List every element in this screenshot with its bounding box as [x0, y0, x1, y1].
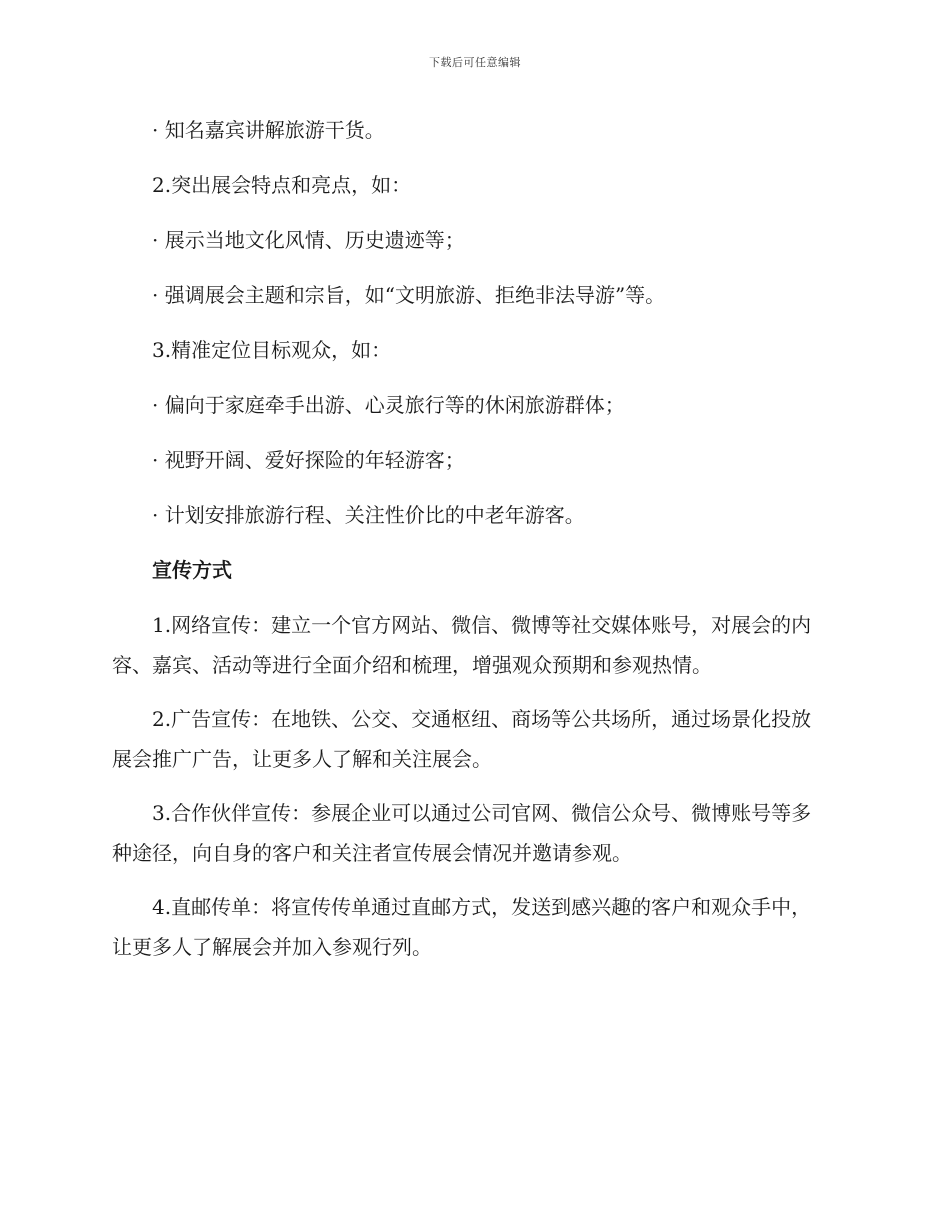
numbered-item: 3.精准定位目标观众，如：: [152, 338, 392, 362]
bullet-item: · 强调展会主题和宗旨，如“文明旅游、拒绝非法导游”等。: [152, 283, 666, 307]
promo-paragraph: 3.合作伙伴宣传：参展企业可以通过公司官网、微信公众号、微博账号等多种途径，向自身的客户和关注者宣传展会情况并邀请参观。: [112, 801, 812, 865]
promo-paragraph: 1.网络宣传：建立一个官方网站、微信、微博等社交媒体账号，对展会的内容、嘉宾、活动等进行全面介绍和梳理，增强观众预期和参观热情。: [112, 613, 812, 677]
bullet-item: · 计划安排旅游行程、关注性价比的中老年游客。: [152, 503, 585, 527]
promo-paragraph: 4.直邮传单：将宣传传单通过直邮方式，发送到感兴趣的客户和观众手中，让更多人了解展会并加入参观行列。: [112, 895, 812, 959]
page-header: 下载后可任意编辑: [429, 56, 521, 69]
bullet-item: · 知名嘉宾讲解旅游干货。: [152, 118, 385, 142]
bullet-item: · 偏向于家庭牵手出游、心灵旅行等的休闲旅游群体；: [152, 393, 625, 417]
bullet-item: · 视野开阔、爱好探险的年轻游客；: [152, 448, 465, 472]
numbered-item: 2.突出展会特点和亮点，如：: [152, 173, 412, 197]
document-body: [112, 110, 830, 981]
bullet-item: · 展示当地文化风情、历史遗迹等；: [152, 228, 465, 252]
promo-paragraph: 2.广告宣传：在地铁、公交、交通枢纽、商场等公共场所，通过场景化投放展会推广广告，让更多人了解和关注展会。: [112, 707, 812, 771]
section-heading: 宣传方式: [152, 558, 232, 582]
